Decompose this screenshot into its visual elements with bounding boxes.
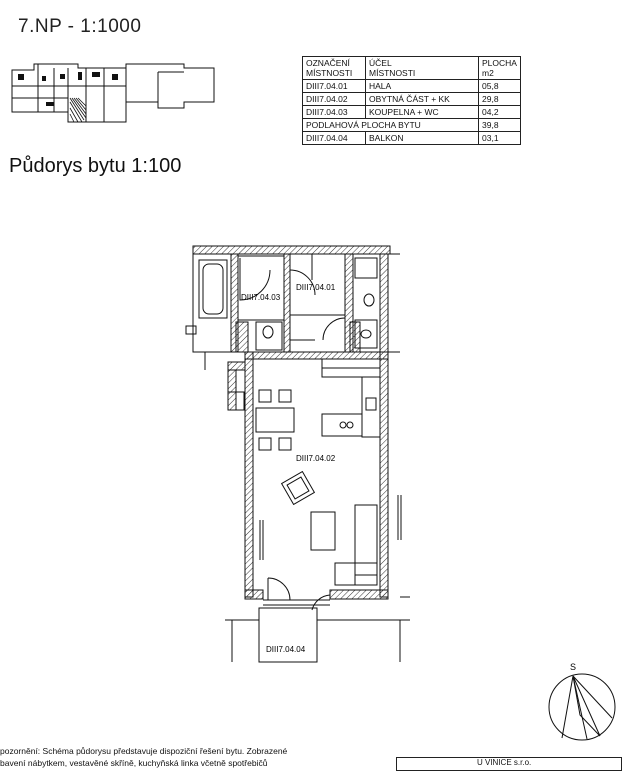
room-name: BALKON xyxy=(366,132,479,145)
title-block xyxy=(396,757,622,771)
room-code: DIII7.04.04 xyxy=(303,132,366,145)
room-label-living: DIII7.04.02 xyxy=(296,454,336,463)
disclaimer-line: pozornění: Schéma půdorysu představuje dispoziční řešení bytu. Zobrazené xyxy=(0,746,288,756)
total-label: PODLAHOVÁ PLOCHA BYTU xyxy=(303,119,479,132)
room-code: DIII7.04.03 xyxy=(303,106,366,119)
room-area: 03,1 xyxy=(479,132,521,145)
disclaimer-line: bavení nábytkem, vestavěné skříně, kuchyňská linka včetně spotřebičů xyxy=(0,758,268,768)
header-cell-code: OZNAČENÍ MÍSTNOSTI xyxy=(303,57,366,80)
dining-set xyxy=(256,390,294,450)
room-name: KOUPELNA + WC xyxy=(366,106,479,119)
company-name: U VINICE s.r.o. xyxy=(477,758,532,767)
room-code: DIII7.04.01 xyxy=(303,80,366,93)
room-area: 05,8 xyxy=(479,80,521,93)
header-cell-area: PLOCHA m2 xyxy=(479,57,521,80)
north-compass xyxy=(549,662,615,740)
room-code: DIII7.04.02 xyxy=(303,93,366,106)
room-area: 04,2 xyxy=(479,106,521,119)
plan-subtitle: Půdorys bytu 1:100 xyxy=(9,155,182,177)
room-area: 29,8 xyxy=(479,93,521,106)
header-cell-purpose: ÚČEL MÍSTNOSTI xyxy=(366,57,479,80)
room-label-bath: DIII7.04.03 xyxy=(241,293,281,302)
room-label-hall: DIII7.04.01 xyxy=(296,283,336,292)
room-name: OBYTNÁ ČÁST + KK xyxy=(366,93,479,106)
floor-scale-title: 7.NP - 1:1000 xyxy=(18,16,142,37)
room-name: HALA xyxy=(366,80,479,93)
compass-label: S xyxy=(570,662,577,672)
total-area: 39,8 xyxy=(479,119,521,132)
disclaimer-note xyxy=(0,745,310,769)
room-label-balcony: DIII7.04.04 xyxy=(266,645,306,654)
